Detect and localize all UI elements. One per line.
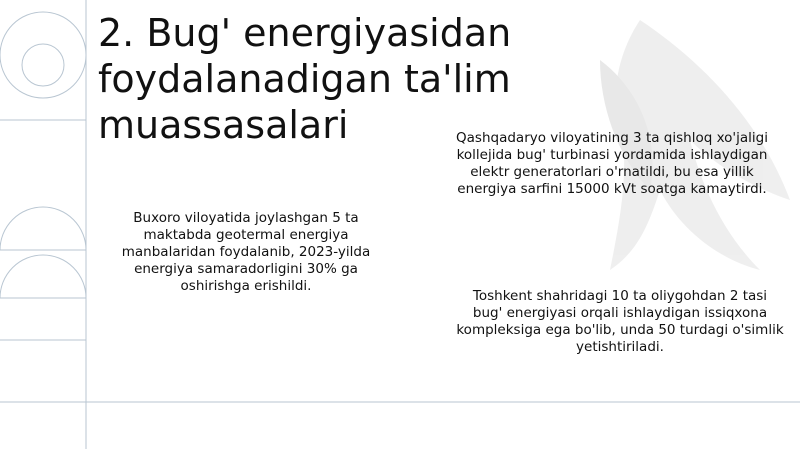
paragraph-line: energiya samaradorligini 30% ga	[134, 261, 358, 277]
paragraph-line: Buxoro viloyatida joylashgan 5 ta	[133, 210, 359, 226]
paragraph-line: yetishtiriladi.	[576, 339, 664, 355]
paragraph-line: Qashqadaryo viloyatining 3 ta qishloq xo'jaligi	[456, 130, 768, 146]
paragraph-line: Toshkent shahridagi 10 ta oliygohdan 2 tasi	[472, 288, 768, 304]
paragraph-line: kompleksiga ega bo'lib, unda 50 turdagi o'simlik	[456, 322, 784, 338]
paragraph-line: oshirishga erishildi.	[180, 278, 312, 294]
paragraph-line: energiya sarfini 15000 kVt soatga kamaytirdi.	[457, 181, 767, 197]
paragraph-line: elektr generatorlari o'rnatildi, bu esa yillik	[470, 164, 754, 180]
slide-title-line: foydalanadigan ta'lim	[98, 57, 511, 101]
paragraph-qashqadaryo	[432, 130, 792, 198]
paragraph-toshkent	[440, 288, 800, 356]
slide-title-line: muassasalari	[98, 103, 349, 147]
slide-title	[98, 10, 578, 148]
paragraph-line: maktabda geotermal energiya	[143, 227, 349, 243]
paragraph-line: kollejida bug' turbinasi yordamida ishlaydigan	[456, 147, 768, 163]
paragraph-line: bug' energiyasi orqali ishlaydigan issiqxona	[472, 305, 768, 321]
slide-title-line: 2. Bug' energiyasidan	[98, 11, 512, 55]
paragraph-buxoro	[98, 210, 394, 295]
paragraph-line: manbalaridan foydalanib, 2023-yilda	[121, 244, 371, 260]
